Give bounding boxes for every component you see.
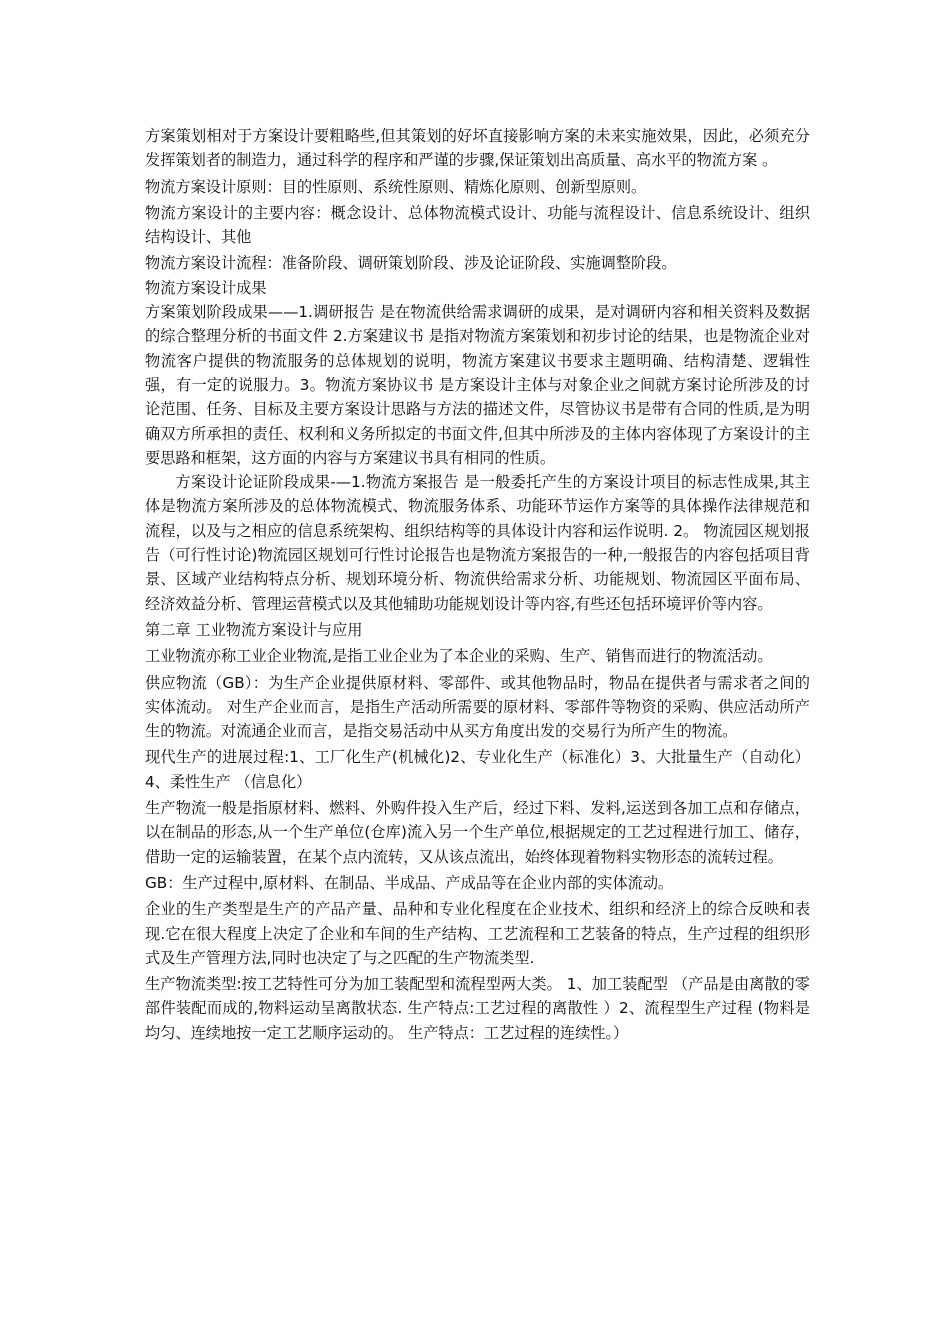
paragraph-production-progress: 现代生产的进展过程:1、工厂化生产(机械化)2、专业化生产（标准化）3、大批量生产（自动化）4、柔性生产 （信息化） <box>145 748 810 791</box>
paragraph-design-principles: 物流方案设计原则：目的性原则、系统性原则、精炼化原则、创新型原则。 <box>145 177 647 196</box>
chapter-two-heading: 第二章 工业物流方案设计与应用 <box>145 620 363 639</box>
document-page <box>145 124 810 1045</box>
paragraph-demonstration-stage-results: 方案设计论证阶段成果-—1.物流方案报告 是一般委托产生的方案设计项目的标志性成果,其主体是物流方案所涉及的总体物流模式、物流服务体系、功能环节运作方案等的具体操作法律规范和流程，以及与之相应的信息系统架构、组织结构等的具体设计内容和运作说明. 2。 物流园区规划报告（可行性讨论)物流园区规划可行性讨论报告也是物流方案报告的一种,一般报告的内容包括项目背景、区域产业结构特点分析、规划环境分析、物流供给需求分析、功能规划、物流园区平面布局、经济效益分析、管理运营模式以及其他辅助功能规划设计等内容,有些还包括环境评价等内容。 <box>145 473 810 613</box>
paragraph-production-logistics: 生产物流一般是指原材料、燃料、外购件投入生产后，经过下料、发料,运送到各加工点和存储点，以在制品的形态,从一个生产单位(仓库)流入另一个生产单位,根据规定的工艺过程进行加工、储存，借助一定的运输装置，在某个点内流转，又从该点流出，始终体现着物料实物形态的流转过程。 <box>145 799 810 866</box>
paragraph-design-process: 物流方案设计流程：准备阶段、调研策划阶段、涉及论证阶段、实施调整阶段。 <box>145 254 677 273</box>
paragraph-gb-definition: GB：生产过程中,原材料、在制品、半成品、产成品等在企业内部的实体流动。 <box>145 873 674 892</box>
paragraph-production-types: 企业的生产类型是生产的产品产量、品种和专业化程度在企业技术、组织和经济上的综合反映和表现.它在很大程度上决定了企业和车间的生产结构、工艺流程和工艺装备的特点，生产过程的组织形式及生产管理方法,同时也决定了与之匹配的生产物流类型. <box>145 900 810 967</box>
paragraph-design-results-heading: 物流方案设计成果 <box>145 278 267 297</box>
paragraph-design-content: 物流方案设计的主要内容：概念设计、总体物流模式设计、功能与流程设计、信息系统设计、组织结构设计、其他 <box>145 203 810 247</box>
paragraph-supply-logistics: 供应物流（GB）：为生产企业提供原材料、零部件、或其他物品时，物品在提供者与需求者之间的实体流动。 对生产企业而言，是指生产活动所需要的原材料、零部件等物资的采购、供应活动所产生的物流。对流通企业而言，是指交易活动中从买方角度出发的交易行为所产生的物流。 <box>145 673 810 741</box>
paragraph-industrial-logistics: 工业物流亦称工业企业物流,是指工业企业为了本企业的采购、生产、销售而进行的物流活动。 <box>145 647 773 666</box>
paragraph-planning-intro: 方案策划相对于方案设计要粗略些,但其策划的好坏直接影响方案的未来实施效果，因此，必须充分发挥策划者的制造力，通过科学的程序和严谨的步骤,保证策划出高质量、高水平的物流方案 。 <box>145 127 810 170</box>
paragraph-production-logistics-types: 生产物流类型:按工艺特性可分为加工装配型和流程型两大类。 1、加工装配型 （产品是由离散的零部件装配而成的,物料运动呈离散状态. 生产特点:工艺过程的离散性 ）2、流程型生产过程 (物料是均匀、连续地按一定工艺顺序运动的。 生产特点：工艺过程的连续性。） <box>145 975 810 1042</box>
paragraph-planning-stage-results: 方案策划阶段成果——1.调研报告 是在物流供给需求调研的成果，是对调研内容和相关资料及数据的综合整理分析的书面文件 2.方案建议书 是指对物流方案策划和初步讨论的结果，也是物流企业对物流客户提供的物流服务的总体规划的说明，物流方案建议书要求主题明确、结构清楚、逻辑性强，有一定的说服力。3。物流方案协议书 是方案设计主体与对象企业之间就方案讨论所涉及的讨论范围、任务、目标及主要方案设计思路与方法的描述文件，尽管协议书是带有合同的性质,是为明确双方所承担的责任、权利和义务所拟定的书面文件,但其中所涉及的主体内容体现了方案设计的主要思路和框架，这方面的内容与方案建议书具有相同的性质。 <box>145 303 810 467</box>
